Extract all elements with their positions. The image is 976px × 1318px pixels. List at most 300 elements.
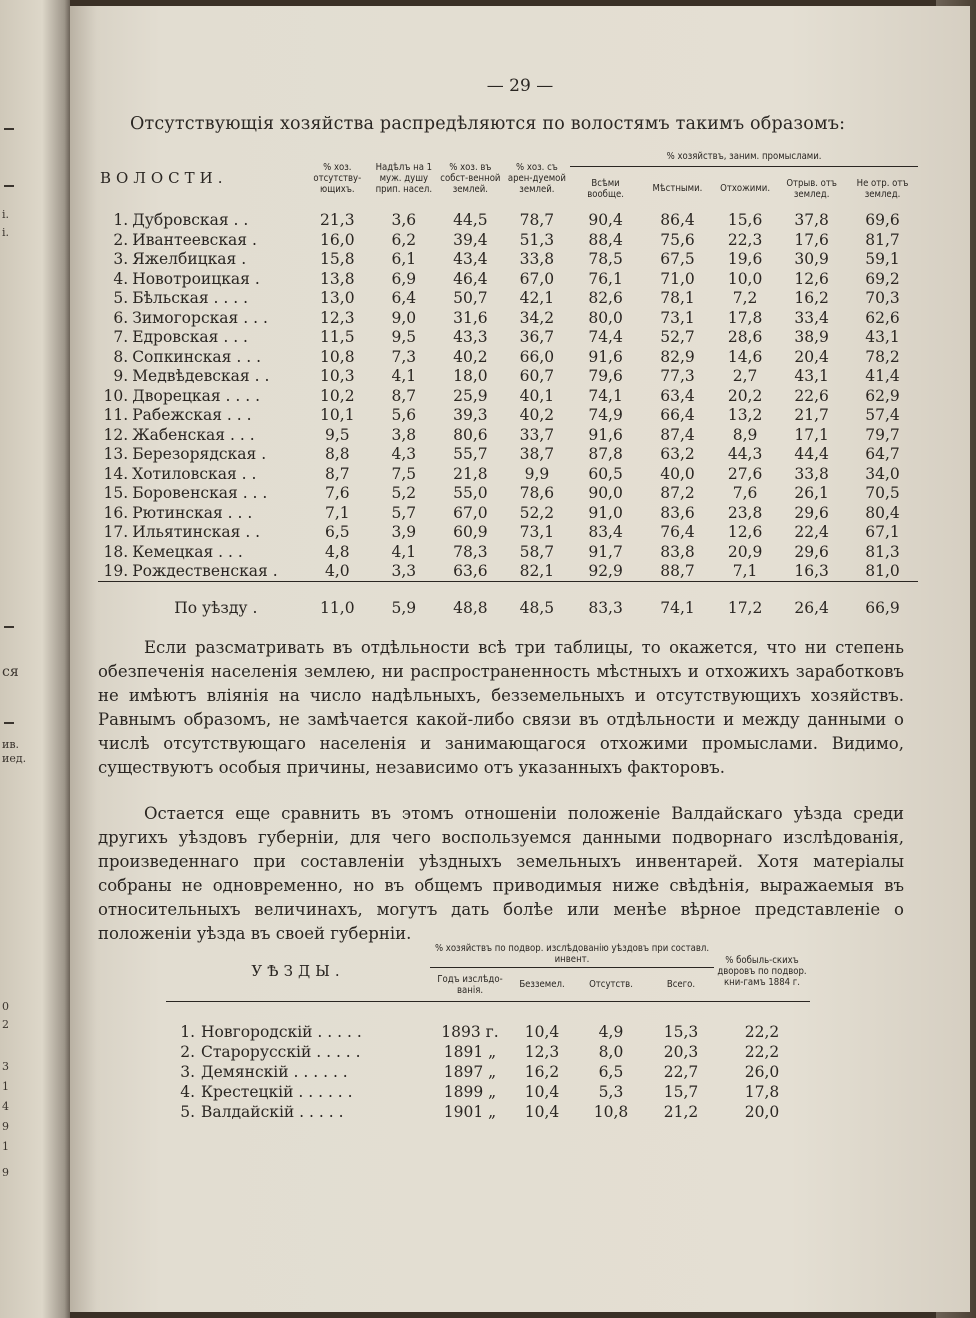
table-row	[98, 523, 918, 543]
table-cell: 86,4	[660, 211, 695, 230]
table-cell: 6,4	[391, 289, 417, 308]
table-rule	[166, 1002, 810, 1023]
table-cell: 43,4	[453, 250, 488, 269]
table-cell: 91,7	[588, 542, 623, 561]
table-cell: 82,9	[660, 347, 695, 366]
table-cell: 9,9	[524, 464, 550, 483]
row-number: 19.	[103, 562, 129, 581]
table-cell: 67,5	[660, 250, 695, 269]
table-cell: 17,6	[794, 230, 829, 249]
table-cell: 4,1	[391, 367, 417, 386]
row-number: 15.	[103, 484, 129, 503]
table-cell: 9,0	[391, 308, 417, 327]
col-year-header: Годъ изслѣдо-ванія.	[437, 973, 503, 996]
year-cell: 1899 „	[443, 1083, 497, 1101]
table-cell: 91,6	[588, 347, 623, 366]
row-number: 2.	[180, 1043, 195, 1061]
table-cell: 10,8	[320, 347, 355, 366]
table-cell: 71,0	[660, 269, 695, 288]
table-cell: 22,6	[794, 386, 829, 405]
table-cell: 20,2	[727, 386, 763, 405]
table-cell: 11,5	[320, 328, 355, 347]
table-cell: 28,6	[727, 328, 763, 347]
table-row	[166, 1022, 810, 1042]
table-cell: 46,4	[453, 269, 488, 288]
table-row	[98, 445, 918, 465]
table-cell: 83,8	[660, 542, 695, 561]
table-cell: 74,4	[588, 328, 623, 347]
table-cell: 10,8	[593, 1103, 629, 1121]
table-cell: 4,0	[324, 562, 350, 581]
row-number: 17.	[103, 523, 129, 542]
table-row	[98, 269, 918, 289]
uezd-name: Крестецкій . . . . . .	[201, 1083, 353, 1101]
volost-table	[98, 146, 918, 618]
table-cell: 69,2	[865, 269, 900, 288]
table-cell: 83,6	[660, 503, 695, 522]
table-cell: 81,7	[865, 230, 900, 249]
table-cell: 41,4	[865, 367, 900, 386]
uezd-group-header: % хозяйствъ по подвор. изслѣдованію уѣздовъ при составл. инвент.	[430, 941, 714, 968]
table-cell: 90,0	[588, 484, 623, 503]
table-cell: 67,0	[453, 503, 488, 522]
table-cell: 3,9	[391, 523, 417, 542]
table-cell: 12,3	[320, 308, 355, 327]
left-page-fragment: 1	[2, 1140, 9, 1153]
left-page-fragment: 9	[2, 1120, 9, 1133]
table-row	[98, 484, 918, 504]
volost-name: Хотиловская . .	[132, 464, 257, 483]
table-cell: 78,7	[519, 211, 555, 230]
volost-name: Рютинская . . .	[132, 503, 253, 522]
table-cell: 91,6	[588, 425, 623, 444]
table-cell: 7,3	[391, 347, 417, 366]
left-page-fragment: 3	[2, 1060, 9, 1073]
year-cell: 1891 „	[443, 1043, 497, 1061]
table-cell: 21,8	[453, 464, 488, 483]
table-cell: 12,3	[524, 1043, 560, 1061]
table-cell: 15,7	[663, 1083, 699, 1101]
table-cell: 22,2	[744, 1043, 780, 1061]
table-row	[98, 464, 918, 484]
table-cell: 21,7	[794, 406, 829, 425]
table-cell: 58,7	[519, 542, 555, 561]
table-cell: 60,5	[588, 464, 623, 483]
volost-name: Сопкинская . . .	[132, 347, 262, 366]
col-allot-header: Надѣлъ на 1 муж. душу прип. насел.	[375, 161, 433, 195]
table-cell: 4,1	[391, 542, 417, 561]
table-cell: 78,2	[865, 347, 900, 366]
volost-name: Ивантеевская .	[132, 230, 257, 249]
table-cell: 62,9	[865, 386, 900, 405]
table-cell: 82,6	[588, 289, 623, 308]
left-page-dash	[4, 722, 14, 724]
table-cell: 70,3	[865, 289, 900, 308]
col-landless-header: Безземел.	[519, 979, 565, 990]
table-cell: 33,7	[519, 425, 555, 444]
volost-name: Кемецкая . . .	[132, 542, 243, 561]
table-cell: 60,9	[453, 523, 488, 542]
volost-name: Медвѣдевская . .	[132, 367, 270, 386]
table-cell: 80,4	[865, 503, 900, 522]
table-cell: 73,1	[660, 308, 695, 327]
uezd-name: Демянскій . . . . . .	[201, 1063, 348, 1081]
table-cell: 88,4	[588, 230, 623, 249]
col-total-header: Всего.	[666, 979, 696, 990]
table-cell: 34,0	[865, 464, 900, 483]
table-row	[166, 1082, 810, 1102]
book-page	[70, 6, 970, 1312]
volost-name: Боровенская . . .	[132, 484, 268, 503]
paragraph-2-text: Остается еще сравнить въ этомъ отношеніи положеніе Валдайскаго уѣзда среди другихъ уѣздовъ губерніи, для чего воспользуемся данными подворнаго изслѣдованія, произведеннаго при составленіи уѣздныхъ земельныхъ инвентарей. Хотя матеріалы собраны не одновременно, но въ общемъ приводимыя ниже свѣдѣнія, выражаемыя въ относительныхъ величинахъ, могутъ дать болѣе или менѣе вѣрное представленіе о положеніи уѣзда въ своей губерніи.	[98, 804, 904, 943]
table-cell: 15,3	[663, 1023, 699, 1041]
table-cell: 6,1	[391, 250, 417, 269]
table-cell: 6,2	[391, 230, 417, 249]
total-cell: 48,5	[519, 598, 555, 617]
table-cell: 78,6	[519, 484, 555, 503]
table-cell: 29,6	[794, 542, 829, 561]
volost-name: Новотроицкая .	[132, 269, 260, 288]
table-cell: 8,7	[324, 464, 350, 483]
table-cell: 4,8	[324, 542, 350, 561]
table-cell: 4,3	[391, 445, 417, 464]
paragraph-2	[98, 802, 904, 946]
table-cell: 80,0	[588, 308, 623, 327]
volost-name: Едровская . . .	[132, 328, 248, 347]
table-cell: 44,5	[453, 211, 488, 230]
table-cell: 7,6	[732, 484, 758, 503]
table-cell: 17,8	[727, 308, 763, 327]
table-row	[166, 1102, 810, 1122]
table-cell: 26,0	[744, 1063, 780, 1081]
page-number: — 29 —	[486, 76, 554, 96]
volost-name: Дубровская . .	[132, 211, 249, 230]
table-cell: 17,1	[794, 425, 829, 444]
table-cell: 52,7	[660, 328, 695, 347]
table-cell: 79,7	[865, 425, 900, 444]
left-page-fragment: 2	[2, 1018, 9, 1031]
col-all-header: Всѣми вообще.	[587, 177, 624, 200]
table-cell: 9,5	[391, 328, 417, 347]
uezd-name: Валдайскій . . . . .	[201, 1103, 344, 1121]
total-cell: 26,4	[794, 598, 829, 617]
table-cell: 13,2	[727, 406, 763, 425]
table-cell: 10,0	[727, 269, 763, 288]
left-page-fragment: ся	[2, 664, 19, 680]
table-cell: 18,0	[453, 367, 488, 386]
row-number: 10.	[103, 386, 129, 405]
table-cell: 10,2	[320, 386, 355, 405]
row-number: 7.	[113, 328, 129, 347]
uezdy-header: УѢЗДЫ.	[251, 961, 345, 980]
total-row	[98, 588, 918, 618]
volost-name: Бѣльская . . . .	[132, 289, 249, 308]
table-cell: 87,8	[588, 445, 623, 464]
table-cell: 19,6	[727, 250, 763, 269]
table-cell: 75,6	[660, 230, 695, 249]
col-absent-header: % хоз. отсутству-ющихъ.	[313, 161, 362, 195]
year-cell: 1897 „	[443, 1063, 497, 1081]
table-row	[98, 250, 918, 270]
table-cell: 39,3	[453, 406, 488, 425]
table-cell: 90,4	[588, 211, 623, 230]
table-cell: 74,1	[588, 386, 623, 405]
table-cell: 33,8	[794, 464, 829, 483]
table-cell: 4,9	[598, 1023, 624, 1041]
table-cell: 10,1	[320, 406, 355, 425]
table-cell: 22,7	[663, 1063, 699, 1081]
row-number: 12.	[103, 425, 129, 444]
table-cell: 39,4	[453, 230, 488, 249]
table-cell: 66,4	[660, 406, 695, 425]
table-cell: 6,9	[391, 269, 417, 288]
left-page-dash	[4, 185, 14, 187]
table-cell: 30,9	[794, 250, 829, 269]
table-cell: 8,7	[391, 386, 417, 405]
left-page-fragment: иед.	[2, 752, 27, 765]
table-cell: 37,8	[794, 211, 829, 230]
table-cell: 79,6	[588, 367, 623, 386]
col-local-header: Мѣстными.	[652, 183, 703, 195]
left-page-dash	[4, 626, 14, 628]
total-cell: 74,1	[660, 598, 695, 617]
col-bobyl-header: % бобыль-скихъ дворовъ по подвор. кни-гамъ 1884 г.	[717, 954, 807, 988]
table-cell: 33,4	[794, 308, 829, 327]
total-cell: 48,8	[453, 598, 488, 617]
table-cell: 7,1	[732, 562, 758, 581]
total-cell: 17,2	[727, 598, 763, 617]
table-cell: 2,7	[732, 367, 758, 386]
total-cell: 66,9	[865, 598, 900, 617]
table-cell: 55,0	[453, 484, 488, 503]
table-cell: 69,6	[865, 211, 900, 230]
paragraph-1-text: Если разсматривать въ отдѣльности всѣ три таблицы, то окажется, что ни степень обезпеченія населенія землею, ни распространенность мѣстныхъ и отхожихъ заработковъ не имѣютъ вліянія на число надѣльныхъ, безземельныхъ и отсутствующихъ хозяйствъ. Равнымъ образомъ, не замѣчается какой-либо связи въ отдѣльности и между данными о числѣ отсутствующаго населенія и занимающагося отхожими промыслами. Видимо, существуютъ особыя причины, независимо отъ указанныхъ факторовъ.	[98, 638, 904, 777]
row-number: 8.	[113, 347, 129, 366]
table-cell: 5,7	[391, 503, 417, 522]
table-cell: 36,7	[519, 328, 555, 347]
total-cell: 83,3	[588, 598, 623, 617]
left-page-fragment: і.	[2, 226, 10, 239]
table-row	[98, 406, 918, 426]
table-cell: 40,2	[519, 406, 555, 425]
table-cell: 20,0	[744, 1103, 780, 1121]
table-cell: 3,8	[391, 425, 417, 444]
table-cell: 63,6	[453, 562, 488, 581]
table-cell: 6,5	[598, 1063, 624, 1081]
table-row	[98, 289, 918, 309]
table-cell: 78,5	[588, 250, 623, 269]
row-number: 18.	[103, 542, 129, 561]
table-cell: 73,1	[519, 523, 555, 542]
paragraph-1	[98, 636, 904, 780]
table-cell: 10,4	[524, 1083, 560, 1101]
table-cell: 21,3	[320, 211, 355, 230]
table-cell: 77,3	[660, 367, 695, 386]
uezd-name: Старорусскій . . . . .	[201, 1043, 361, 1061]
uezd-table	[166, 941, 810, 1122]
table-cell: 8,0	[598, 1043, 624, 1061]
row-number: 2.	[113, 230, 129, 249]
trades-group-header: % хозяйствъ, заним. промыслами.	[570, 146, 918, 167]
table-row	[166, 1062, 810, 1082]
table-cell: 42,1	[519, 289, 555, 308]
table-cell: 12,6	[727, 523, 763, 542]
volost-name: Яжелбицкая .	[132, 250, 247, 269]
table-cell: 3,3	[391, 562, 417, 581]
table-cell: 23,8	[727, 503, 763, 522]
table-cell: 15,6	[727, 211, 763, 230]
col-own-header: % хоз. въ собст-венной землей.	[440, 161, 501, 195]
table-row	[98, 542, 918, 562]
table-cell: 7,1	[324, 503, 350, 522]
table-cell: 91,0	[588, 503, 623, 522]
table-cell: 16,2	[524, 1063, 560, 1081]
table-cell: 52,2	[519, 503, 555, 522]
volost-name: Рождественская .	[132, 562, 278, 581]
table-cell: 43,1	[865, 328, 900, 347]
volost-name: Зимогорская . . .	[132, 308, 268, 327]
table-cell: 66,0	[519, 347, 555, 366]
table-cell: 51,3	[519, 230, 555, 249]
table-cell: 80,6	[453, 425, 488, 444]
uezd-table-body	[166, 1022, 810, 1122]
table-cell: 15,8	[320, 250, 355, 269]
table-cell: 16,0	[320, 230, 355, 249]
table-cell: 20,9	[727, 542, 763, 561]
row-number: 3.	[113, 250, 129, 269]
table-row	[98, 562, 918, 582]
volost-name: Березорядская .	[132, 445, 267, 464]
table-cell: 38,7	[519, 445, 555, 464]
volost-name: Дворецкая . . . .	[132, 386, 261, 405]
table-cell: 12,6	[794, 269, 829, 288]
table-cell: 92,9	[588, 562, 623, 581]
table-cell: 76,4	[660, 523, 695, 542]
table-row	[98, 386, 918, 406]
table-cell: 78,3	[453, 542, 488, 561]
table-cell: 57,4	[865, 406, 900, 425]
table-row	[166, 1042, 810, 1062]
table-cell: 26,1	[794, 484, 829, 503]
col-nondetach-header: Не отр. отъ землед.	[856, 177, 909, 200]
table-row	[98, 425, 918, 445]
table-cell: 16,2	[794, 289, 829, 308]
table-cell: 22,4	[794, 523, 829, 542]
row-number: 9.	[113, 367, 129, 386]
table-cell: 10,4	[524, 1103, 560, 1121]
col-otkhod-header: Отхожими.	[720, 183, 771, 195]
left-page-dash	[4, 128, 14, 130]
table-cell: 16,3	[794, 562, 829, 581]
row-number: 13.	[103, 445, 129, 464]
table-cell: 87,2	[660, 484, 695, 503]
left-page-edge	[0, 0, 70, 1318]
table-cell: 14,6	[727, 347, 763, 366]
table-cell: 7,5	[391, 464, 417, 483]
table-cell: 50,7	[453, 289, 488, 308]
volost-name: Ильятинская . .	[132, 523, 261, 542]
row-number: 14.	[103, 464, 129, 483]
table-cell: 5,2	[391, 484, 417, 503]
intro-sentence: Отсутствующія хозяйства распредѣляются по волостямъ такимъ образомъ:	[130, 114, 846, 134]
table-cell: 74,9	[588, 406, 623, 425]
row-number: 1.	[180, 1023, 195, 1041]
table-cell: 22,2	[744, 1023, 780, 1041]
left-page-fragment: 9	[2, 1166, 9, 1179]
row-number: 16.	[103, 503, 129, 522]
row-number: 11.	[103, 406, 129, 425]
table-cell: 13,8	[320, 269, 355, 288]
table-cell: 5,3	[598, 1083, 624, 1101]
table-cell: 10,3	[320, 367, 355, 386]
table-cell: 87,4	[660, 425, 695, 444]
left-page-fragment: 0	[2, 1000, 9, 1013]
table-cell: 43,3	[453, 328, 488, 347]
volost-name: Рабежская . . .	[132, 406, 252, 425]
table-cell: 22,3	[727, 230, 763, 249]
table-row	[98, 503, 918, 523]
left-page-fragment: 1	[2, 1080, 9, 1093]
table-cell: 81,0	[865, 562, 900, 581]
total-label: По уѣзду .	[174, 598, 258, 617]
row-number: 5.	[180, 1103, 195, 1121]
table-cell: 29,6	[794, 503, 829, 522]
table-cell: 83,4	[588, 523, 623, 542]
year-cell: 1893 г.	[441, 1023, 499, 1041]
uezd-name: Новгородскій . . . . .	[201, 1023, 362, 1041]
volosti-header: ВОЛОСТИ.	[100, 168, 228, 187]
col-rent-header: % хоз. съ арен-дуемой землей.	[507, 161, 566, 195]
table-cell: 20,4	[794, 347, 829, 366]
table-cell: 38,9	[794, 328, 829, 347]
table-cell: 5,6	[391, 406, 417, 425]
left-page-fragment: і.	[2, 208, 10, 221]
table-cell: 44,4	[794, 445, 829, 464]
table-cell: 78,1	[660, 289, 695, 308]
table-cell: 40,2	[453, 347, 488, 366]
total-cell: 11,0	[320, 598, 355, 617]
left-page-fragment: 4	[2, 1100, 9, 1113]
table-row	[98, 230, 918, 250]
table-cell: 43,1	[794, 367, 829, 386]
table-cell: 63,2	[660, 445, 695, 464]
table-cell: 8,9	[732, 425, 758, 444]
volost-name: Жабенская . . .	[132, 425, 255, 444]
total-cell: 5,9	[391, 598, 417, 617]
table-cell: 59,1	[865, 250, 900, 269]
col-detach-header: Отрыв. отъ землед.	[786, 177, 837, 200]
table-cell: 76,1	[588, 269, 623, 288]
table-cell: 40,1	[519, 386, 555, 405]
table-cell: 25,9	[453, 386, 488, 405]
table-cell: 82,1	[519, 562, 555, 581]
table-cell: 55,7	[453, 445, 488, 464]
row-number: 4.	[180, 1083, 195, 1101]
table-cell: 10,4	[524, 1023, 560, 1041]
table-cell: 7,6	[324, 484, 350, 503]
table-cell: 67,0	[519, 269, 555, 288]
table-cell: 62,6	[865, 308, 900, 327]
row-number: 4.	[113, 269, 129, 288]
table-row	[98, 367, 918, 387]
table-cell: 88,7	[660, 562, 695, 581]
table-cell: 67,1	[865, 523, 900, 542]
table-row	[98, 347, 918, 367]
table-cell: 7,2	[732, 289, 758, 308]
table-cell: 63,4	[660, 386, 695, 405]
table-row	[98, 328, 918, 348]
table-cell: 31,6	[453, 308, 488, 327]
